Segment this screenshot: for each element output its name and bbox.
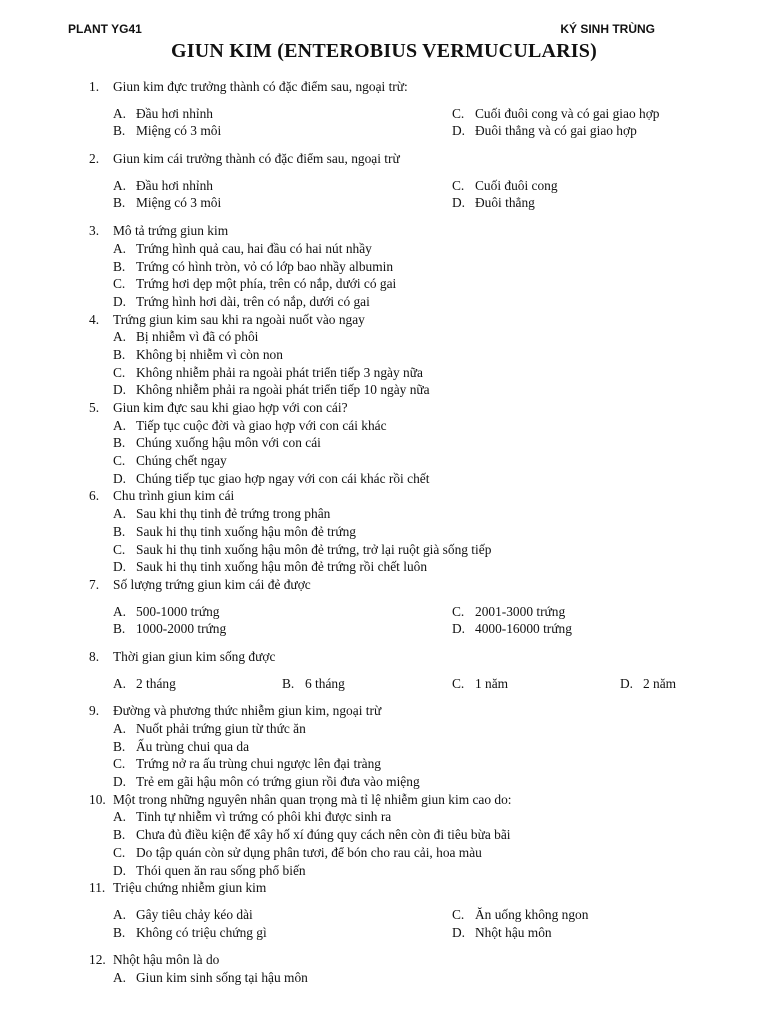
question-number: 5. — [89, 400, 100, 415]
option-letter: A. — [113, 906, 127, 922]
option-text: Ấu trùng chui qua da — [136, 738, 250, 754]
options-row — [0, 924, 768, 942]
question-number: 12. — [89, 952, 106, 968]
option-letter: A. — [113, 417, 127, 433]
question-text: Nhột hậu môn là do — [113, 952, 220, 968]
option-text: Miệng có 3 môi — [136, 195, 222, 211]
option-letter: B. — [113, 435, 126, 451]
question-text: Giun kim đực trưởng thành có đặc điểm sau, ngoại trừ: — [113, 79, 408, 94]
option-letter: B. — [113, 827, 126, 843]
option-text: Nuốt phải trứng giun từ thức ăn — [136, 721, 306, 736]
option-a[interactable] — [0, 720, 768, 738]
question — [0, 150, 768, 212]
option-b[interactable] — [0, 258, 768, 276]
option-b[interactable] — [0, 346, 768, 364]
option-text: Không bị nhiễm vì còn non — [136, 346, 283, 362]
question — [0, 951, 768, 986]
option-letter: D. — [113, 774, 127, 790]
option-letter: C. — [452, 177, 465, 193]
option-c[interactable] — [0, 755, 768, 773]
question-number: 1. — [89, 79, 100, 94]
option-a[interactable] — [0, 417, 768, 435]
option-text: 2 tháng — [136, 675, 176, 691]
option-letter: D. — [113, 559, 127, 575]
page-title: GIUN KIM (ENTEROBIUS VERMUCULARIS) — [171, 40, 597, 62]
question — [0, 399, 768, 487]
option-text: Sauk hi thụ tinh xuống hậu môn đẻ trứng — [136, 523, 357, 539]
option-d[interactable] — [0, 293, 768, 311]
option-letter: D. — [452, 195, 466, 211]
option-text: Chưa đủ điều kiện để xây hố xí đúng quy cách nên còn đi tiêu bừa bãi — [136, 827, 511, 843]
option-c[interactable] — [0, 541, 768, 559]
option-letter: C. — [452, 675, 465, 691]
option-letter: A. — [113, 969, 127, 985]
option-text: Cuối đuôi cong — [475, 177, 558, 193]
option-text: 2 năm — [643, 675, 677, 691]
option-a[interactable] — [0, 969, 768, 987]
option-text: Do tập quán còn sử dụng phân tươi, để bón cho rau cải, hoa màu — [136, 844, 482, 860]
options-row — [0, 122, 768, 140]
options-grid — [0, 105, 768, 140]
question-number: 3. — [89, 223, 100, 239]
question — [0, 78, 768, 140]
option-text: Tiếp tục cuộc đời và giao hợp với con cái khác — [136, 417, 387, 433]
option-b[interactable] — [0, 826, 768, 844]
option-letter: C. — [113, 844, 126, 860]
option-text: Ăn uống không ngon — [475, 906, 589, 922]
option-letter: D. — [113, 470, 127, 486]
question-line — [0, 879, 768, 897]
option-letter: A. — [113, 105, 127, 121]
option-letter: B. — [282, 675, 295, 691]
option-letter: A. — [113, 675, 127, 691]
option-letter: D. — [113, 382, 127, 398]
option-letter: B. — [113, 621, 126, 637]
option-letter: C. — [452, 105, 465, 121]
option-text: Chúng tiếp tục giao hợp ngay với con cái khác rồi chết — [136, 470, 430, 486]
options-grid — [0, 603, 768, 638]
question-number: 6. — [89, 488, 100, 504]
question-number: 4. — [89, 311, 100, 327]
option-letter: B. — [113, 738, 126, 754]
question-line — [0, 311, 768, 329]
option-letter: A. — [113, 240, 127, 256]
question-number: 2. — [89, 151, 100, 167]
option-text: 4000-16000 trứng — [475, 621, 572, 637]
option-text: Thói quen ăn rau sống phổ biến — [136, 862, 306, 878]
option-b[interactable] — [0, 523, 768, 541]
option-text: Chúng xuống hậu môn với con cái — [136, 435, 321, 451]
option-letter: A. — [113, 809, 127, 825]
question-line — [0, 791, 768, 809]
options-grid — [0, 177, 768, 212]
question-line — [0, 648, 768, 666]
question — [0, 311, 768, 399]
question-text: Thời gian giun kim sống được — [113, 648, 276, 664]
option-text: Bị nhiễm vì đã có phôi — [136, 329, 259, 345]
question-list — [0, 78, 768, 987]
options-row — [0, 603, 768, 621]
option-letter: B. — [113, 523, 126, 539]
option-letter: A. — [113, 506, 127, 522]
options-row — [0, 177, 768, 195]
options-grid — [0, 906, 768, 941]
option-text: Đầu hơi nhỉnh — [136, 177, 214, 193]
question-line — [0, 399, 768, 417]
option-letter: D. — [113, 293, 127, 309]
option-letter: B. — [113, 346, 126, 362]
option-letter: A. — [113, 329, 127, 345]
option-text: Miệng có 3 môi — [136, 123, 222, 139]
option-d[interactable] — [0, 862, 768, 880]
option-text: Chúng chết ngay — [136, 453, 227, 469]
question-line — [0, 951, 768, 969]
question — [0, 648, 768, 692]
option-text: 500-1000 trứng — [136, 603, 220, 619]
options-row — [0, 675, 768, 693]
option-text: Sau khi thụ tinh đẻ trứng trong phân — [136, 506, 331, 522]
option-letter: C. — [452, 603, 465, 619]
option-letter: C. — [113, 276, 126, 292]
question — [0, 702, 768, 790]
option-text: Sauk hi thụ tinh xuống hậu môn đẻ trứng rồi chết luôn — [136, 559, 428, 575]
option-letter: B. — [113, 924, 126, 940]
option-c[interactable] — [0, 452, 768, 470]
question-number: 7. — [89, 576, 100, 592]
option-text: 2001-3000 trứng — [475, 603, 566, 619]
option-text: 1 năm — [475, 675, 509, 691]
option-letter: C. — [113, 541, 126, 557]
option-text: Trứng có hình tròn, vỏ có lớp bao nhầy albumin — [136, 258, 394, 274]
option-letter: C. — [113, 756, 126, 772]
option-a[interactable] — [0, 240, 768, 258]
options-row — [0, 105, 768, 123]
option-letter: B. — [113, 123, 126, 139]
question — [0, 791, 768, 879]
option-letter: A. — [113, 603, 127, 619]
option-text: Trẻ em gãi hậu môn có trứng giun rồi đưa vào miệng — [136, 774, 420, 790]
option-text: Giun kim sinh sống tại hậu môn — [136, 969, 308, 985]
option-letter: D. — [620, 675, 634, 691]
option-text: Trứng hơi dẹp một phía, trên có nắp, dưới có gai — [136, 276, 397, 292]
question-number: 8. — [89, 648, 100, 664]
option-a[interactable] — [0, 328, 768, 346]
option-letter: D. — [452, 123, 466, 139]
question-text: Một trong những nguyên nhân quan trọng mà tỉ lệ nhiễm giun kim cao do: — [113, 791, 512, 807]
option-text: Không nhiễm phải ra ngoài phát triển tiếp 3 ngày nữa — [136, 364, 423, 380]
option-d[interactable] — [0, 470, 768, 488]
option-text: Cuối đuôi cong và có gai giao hợp — [475, 105, 660, 121]
option-text: Trứng nở ra ấu trùng chui ngược lên đại tràng — [136, 756, 381, 772]
option-c[interactable] — [0, 275, 768, 293]
question-line — [0, 150, 768, 168]
option-letter: D. — [452, 924, 466, 940]
option-text: 1000-2000 trứng — [136, 621, 227, 637]
option-a[interactable] — [0, 505, 768, 523]
option-text: Trứng hình quả cau, hai đầu có hai nút nhầy — [136, 240, 372, 256]
option-text: Sauk hi thụ tinh xuống hậu môn đẻ trứng, trở lại ruột già sống tiếp — [136, 541, 492, 557]
question — [0, 487, 768, 575]
option-letter: C. — [113, 453, 126, 469]
question-number: 10. — [89, 791, 106, 807]
option-text: 6 tháng — [305, 675, 345, 691]
option-text: Đầu hơi nhỉnh — [136, 105, 214, 121]
options-row — [0, 194, 768, 212]
question-text: Triệu chứng nhiễm giun kim — [113, 880, 267, 896]
option-letter: B. — [113, 258, 126, 274]
option-text: Gây tiêu chảy kéo dài — [136, 906, 253, 922]
question-text: Đường và phương thức nhiễm giun kim, ngoại trừ — [113, 703, 382, 719]
option-c[interactable] — [0, 364, 768, 382]
option-c[interactable] — [0, 844, 768, 862]
option-text: Không có triệu chứng gì — [136, 924, 267, 940]
option-b[interactable] — [0, 434, 768, 452]
option-letter: C. — [452, 906, 465, 922]
option-a[interactable] — [0, 808, 768, 826]
option-letter: D. — [113, 862, 127, 878]
question-text: Số lượng trứng giun kim cái đẻ được — [113, 576, 311, 592]
header-right: KÝ SINH TRÙNG — [560, 22, 655, 36]
option-letter: D. — [452, 621, 466, 637]
question-number: 11. — [89, 880, 106, 896]
option-b[interactable] — [0, 738, 768, 756]
option-text: Đuôi thẳng — [475, 195, 535, 211]
question-line — [0, 78, 768, 96]
option-letter: A. — [113, 177, 127, 193]
options-row — [0, 906, 768, 924]
question-text: Trứng giun kim sau khi ra ngoài nuốt vào ngay — [113, 311, 365, 327]
question-line — [0, 576, 768, 594]
question-number: 9. — [89, 703, 100, 719]
option-text: Trứng hình hơi dài, trên có nắp, dưới có gai — [136, 293, 370, 309]
question — [0, 222, 768, 310]
question-text: Mô tả trứng giun kim — [113, 223, 229, 239]
option-text: Tinh tự nhiễm vì trứng có phôi khi được sinh ra — [136, 809, 392, 825]
option-letter: C. — [113, 364, 126, 380]
question-text: Giun kim đực sau khi giao hợp với con cái? — [113, 400, 348, 415]
question-text: Giun kim cái trưởng thành có đặc điểm sau, ngoại trừ — [113, 151, 400, 167]
option-text: Không nhiễm phải ra ngoài phát triển tiếp 10 ngày nữa — [136, 382, 430, 398]
option-d[interactable] — [0, 773, 768, 791]
option-letter: B. — [113, 195, 126, 211]
question-text: Chu trình giun kim cái — [113, 488, 235, 504]
option-text: Đuôi thẳng và có gai giao hợp — [475, 123, 637, 139]
header-left: PLANT YG41 — [68, 22, 142, 36]
option-text: Nhột hậu môn — [475, 924, 552, 940]
question-line — [0, 702, 768, 720]
option-d[interactable] — [0, 558, 768, 576]
options-row — [0, 620, 768, 638]
question-line — [0, 487, 768, 505]
option-letter: A. — [113, 721, 127, 736]
question — [0, 576, 768, 638]
question — [0, 879, 768, 941]
option-d[interactable] — [0, 381, 768, 399]
question-line — [0, 222, 768, 240]
